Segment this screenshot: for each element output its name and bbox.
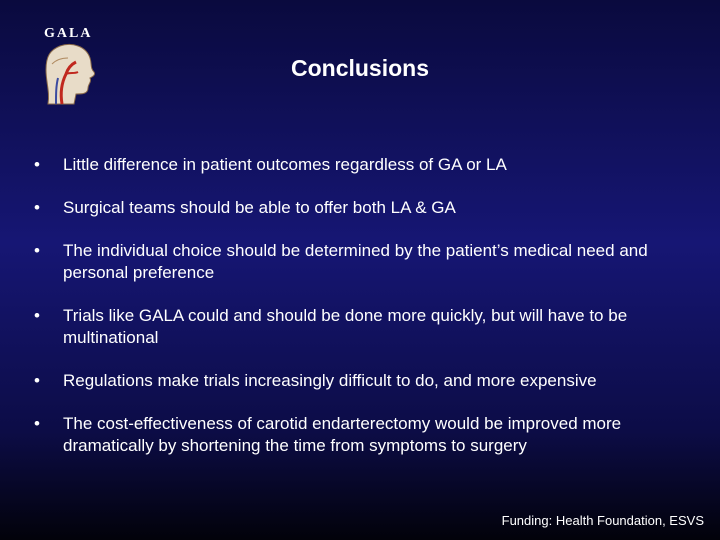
head-neck-anatomy-icon xyxy=(38,42,102,108)
bullet-item xyxy=(34,413,694,457)
bullet-text: Little difference in patient outcomes regardless of GA or LA xyxy=(63,155,507,174)
bullet-text: The cost-effectiveness of carotid endarterectomy would be improved more dramatically by shortening the time from symptoms to surgery xyxy=(63,414,622,455)
bullet-item xyxy=(34,154,694,176)
bullet-marker: • xyxy=(34,371,40,390)
bullet-item xyxy=(34,305,694,349)
bullet-marker: • xyxy=(34,306,40,325)
bullet-item xyxy=(34,197,694,219)
bullet-marker: • xyxy=(34,414,40,433)
bullet-marker: • xyxy=(34,155,40,174)
bullet-item xyxy=(34,370,694,392)
bullet-text: Regulations make trials increasingly difficult to do, and more expensive xyxy=(63,371,597,390)
bullet-marker: • xyxy=(34,198,40,217)
slide-title: Conclusions xyxy=(290,55,429,81)
logo-text: GALA xyxy=(44,26,93,41)
gala-logo xyxy=(38,26,102,108)
bullet-text: Trials like GALA could and should be done more quickly, but will have to be multinational xyxy=(63,306,628,347)
bullet-text: Surgical teams should be able to offer both LA & GA xyxy=(63,198,456,217)
bullet-item xyxy=(34,240,694,284)
bullet-list xyxy=(34,154,694,478)
funding-footer: Funding: Health Foundation, ESVS xyxy=(501,513,704,528)
bullet-marker: • xyxy=(34,241,40,260)
bullet-text: The individual choice should be determined by the patient’s medical need and personal preference xyxy=(63,241,648,282)
